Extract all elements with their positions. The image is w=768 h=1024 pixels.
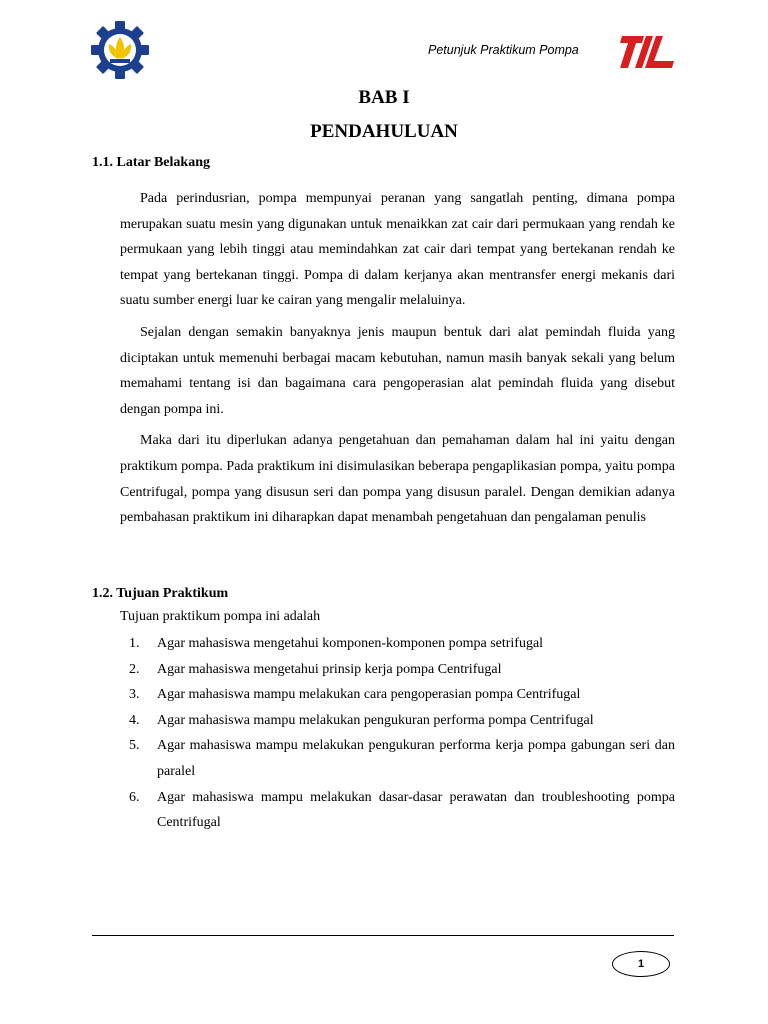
objectives-intro: Tujuan praktikum pompa ini adalah bbox=[120, 609, 321, 624]
paragraph: Maka dari itu diperlukan adanya pengetahuan dan pemahaman dalam hal ini yaitu dengan praktikum pompa. Pada praktikum ini disimulasikan beberapa pengaplikasian pompa, yaitu pompa Centrifugal, pompa yang disusun seri dan pompa yang disusun paralel. Dengan demikian adanya pembahasan praktikum ini diharapkan dapat menambah pengetahuan dan pengalaman penulis bbox=[120, 433, 675, 526]
footer-divider bbox=[92, 935, 674, 936]
list-item bbox=[120, 682, 675, 708]
page-number-badge: 1 bbox=[612, 951, 670, 977]
header-title: Petunjuk Praktikum Pompa bbox=[428, 43, 579, 57]
list-number: 5. bbox=[129, 738, 140, 754]
list-text: Agar mahasiswa mengetahui komponen-komponen pompa setrifugal bbox=[157, 636, 544, 651]
section-heading-objectives: 1.2. Tujuan Praktikum bbox=[92, 586, 229, 601]
chapter-title: PENDAHULUAN bbox=[310, 121, 458, 142]
list-text: Agar mahasiswa mampu melakukan pengukuran performa kerja pompa gabungan seri dan paralel bbox=[157, 738, 675, 779]
list-number: 3. bbox=[129, 687, 140, 703]
university-gear-emblem-icon bbox=[90, 20, 150, 80]
paragraph: Pada perindusrian, pompa mempunyai peranan yang sangatlah penting, dimana pompa merupakan suatu mesin yang digunakan untuk menaikkan zat cair dari permukaan yang rendah ke permukaan yang lebih tinggi atau memindahkan zat cair dari tempat yang bertekanan rendah ke tempat yang bertekanan tinggi. Pompa di dalam kerjanya akan mentransfer energi mekanis dari suatu sumber energi luar ke cairan yang mengalir melaluinya. bbox=[120, 191, 675, 309]
paragraph: Sejalan dengan semakin banyaknya jenis maupun bentuk dari alat pemindah fluida yang diciptakan untuk memenuhi berbagai macam kebutuhan, namun masih banyak sekali yang belum memahami tentang isi dan bagaimana cara pengoperasian alat pemindah fluida yang disebut dengan pompa ini. bbox=[120, 324, 675, 417]
objectives-list bbox=[120, 631, 675, 836]
list-item bbox=[120, 733, 675, 784]
list-number: 4. bbox=[129, 712, 140, 728]
list-number: 6. bbox=[129, 789, 140, 805]
list-number: 1. bbox=[129, 636, 140, 651]
list-number: 2. bbox=[129, 661, 140, 677]
list-item bbox=[120, 657, 675, 683]
list-text: Agar mahasiswa mengetahui prinsip kerja pompa Centrifugal bbox=[157, 661, 502, 677]
list-item bbox=[120, 785, 675, 836]
list-item bbox=[120, 631, 675, 657]
department-red-logo-icon bbox=[618, 34, 676, 70]
list-text: Agar mahasiswa mampu melakukan pengukuran performa pompa Centrifugal bbox=[157, 712, 594, 728]
list-text: Agar mahasiswa mampu melakukan cara pengoperasian pompa Centrifugal bbox=[157, 687, 581, 703]
chapter-number: BAB I bbox=[358, 87, 410, 108]
section-heading-background: 1.1. Latar Belakang bbox=[92, 155, 210, 170]
list-text: Agar mahasiswa mampu melakukan dasar-dasar perawatan dan troubleshooting pompa Centrifugal bbox=[157, 789, 675, 831]
background-body bbox=[120, 186, 675, 537]
list-item bbox=[120, 708, 675, 734]
